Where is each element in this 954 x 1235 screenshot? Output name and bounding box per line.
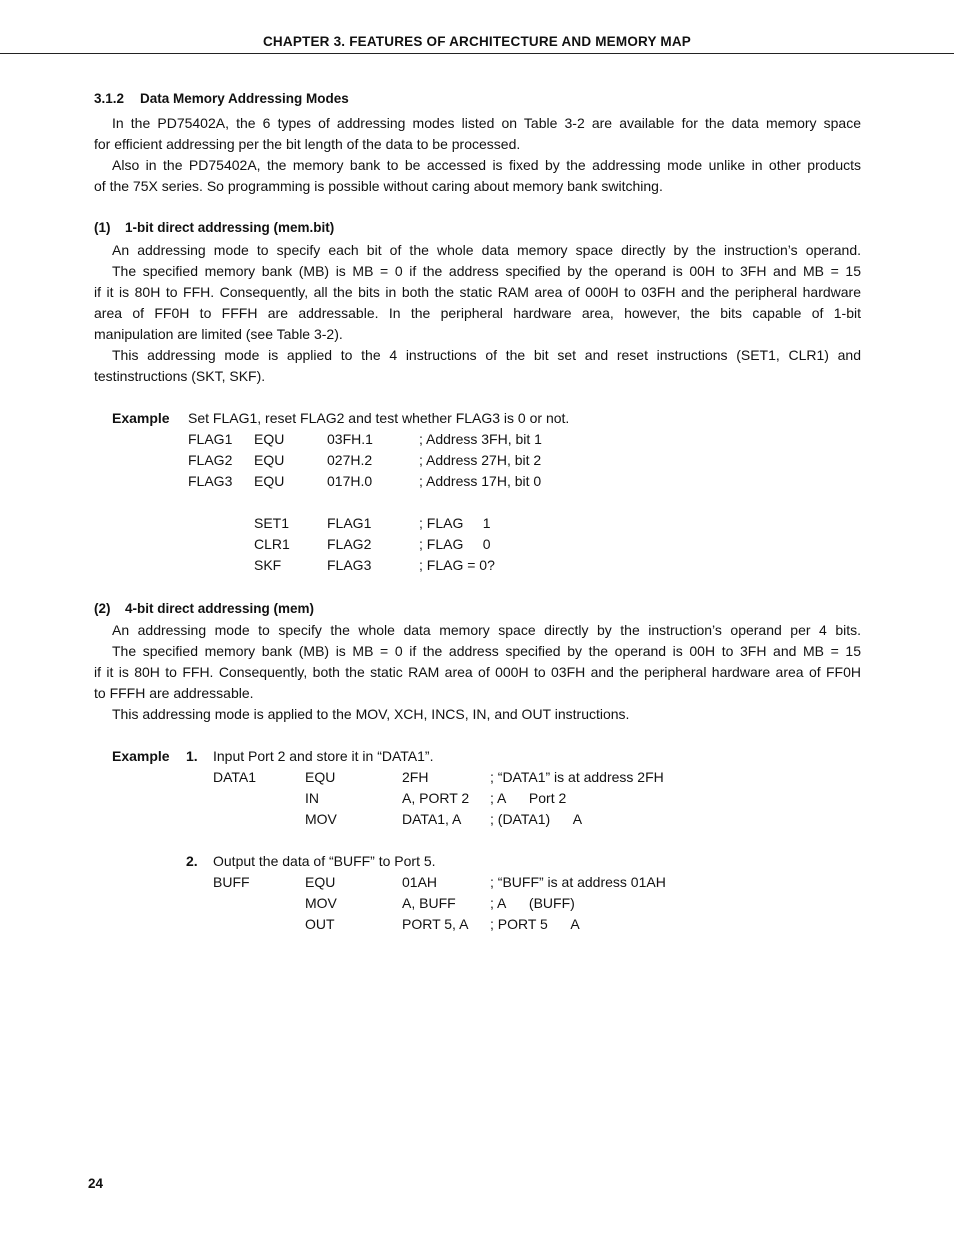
code-mnemonic: CLR1	[254, 536, 290, 552]
text-line: of the 75X series. So programming is possible without caring about memory bank switching.	[94, 178, 663, 194]
text-line: This addressing mode is applied to the 4 instructions of the bit set and reset instructions (SET1, CLR1) and	[112, 347, 861, 363]
code-comment: ; FLAG 1	[419, 515, 491, 531]
example-item-description: Input Port 2 and store it in “DATA1”.	[213, 748, 434, 764]
example-item-number: 2.	[186, 853, 198, 869]
text-line: In the PD75402A, the 6 types of addressing modes listed on Table 3-2 are available for the data memory space	[112, 115, 861, 131]
section-paragraph-2	[94, 155, 861, 197]
code-comment: ; Address 17H, bit 0	[419, 473, 542, 489]
example-label: Example	[112, 410, 170, 426]
code-operand: 01AH	[402, 874, 438, 890]
code-comment: ; A Port 2	[490, 790, 567, 806]
code-mnemonic: OUT	[305, 916, 335, 932]
code-operand: 2FH	[402, 769, 429, 785]
code-mnemonic: EQU	[254, 431, 285, 447]
section-title: Data Memory Addressing Modes	[140, 91, 349, 106]
code-label: FLAG2	[188, 452, 233, 468]
code-label: FLAG3	[188, 473, 233, 489]
text-line: An addressing mode to specify the whole data memory space directly by the instruction’s operand per 4 bits.	[112, 622, 861, 638]
code-comment: ; “BUFF” is at address 01AH	[490, 874, 666, 890]
text-line: The specified memory bank (MB) is MB = 0 if the address specified by the operand is 00H to 3FH and MB = 15	[112, 263, 861, 279]
code-operand: FLAG3	[327, 557, 372, 573]
code-operand: A, PORT 2	[402, 790, 470, 806]
text-line: to FFFH are addressable.	[94, 685, 254, 701]
code-operand: 03FH.1	[327, 431, 373, 447]
code-operand: FLAG2	[327, 536, 372, 552]
code-mnemonic: EQU	[254, 452, 285, 468]
text-line: area of FF0H to FFFH are addressable. In the peripheral hardware area, however, the bits capable of 1-bit	[94, 305, 861, 321]
code-operand: A, BUFF	[402, 895, 456, 911]
code-operand: DATA1, A	[402, 811, 462, 827]
code-mnemonic: MOV	[305, 811, 337, 827]
code-operand: FLAG1	[327, 515, 372, 531]
text-line: if it is 80H to FFH. Consequently, all the bits in both the static RAM area of 000H to 03FH and the peripheral hardware	[94, 284, 861, 300]
code-comment: ; FLAG 0	[419, 536, 491, 552]
code-mnemonic: SET1	[254, 515, 290, 531]
subsection-1-number: (1)	[94, 220, 111, 235]
text-line: for efficient addressing per the bit length of the data to be processed.	[94, 136, 521, 152]
code-comment: ; FLAG = 0?	[419, 557, 495, 573]
page-number: 24	[88, 1176, 104, 1191]
code-label: FLAG1	[188, 431, 233, 447]
code-operand: 017H.0	[327, 473, 373, 489]
sub2-paragraph-3	[94, 704, 861, 725]
section-number: 3.1.2	[94, 91, 125, 106]
code-mnemonic: MOV	[305, 895, 337, 911]
example-description: Set FLAG1, reset FLAG2 and test whether FLAG3 is 0 or not.	[188, 410, 570, 426]
code-mnemonic: SKF	[254, 557, 282, 573]
code-operand: PORT 5, A	[402, 916, 469, 932]
subsection-2-number: (2)	[94, 601, 111, 616]
example-item-description: Output the data of “BUFF” to Port 5.	[213, 853, 436, 869]
code-comment: ; Address 3FH, bit 1	[419, 431, 542, 447]
sub2-paragraph-1	[94, 620, 861, 641]
subsection-2-title: 4-bit direct addressing (mem)	[125, 601, 315, 616]
text-line: An addressing mode to specify each bit of the whole data memory space directly by the instruction’s operand.	[112, 242, 861, 258]
code-comment: ; A (BUFF)	[490, 895, 575, 911]
chapter-header: CHAPTER 3. FEATURES OF ARCHITECTURE AND MEMORY MAP	[262, 34, 691, 49]
code-comment: ; Address 27H, bit 2	[419, 452, 542, 468]
sub1-paragraph-2	[94, 261, 861, 345]
code-comment: ; PORT 5 A	[490, 916, 580, 932]
text-line: The specified memory bank (MB) is MB = 0 if the address specified by the operand is 00H to 3FH and MB = 15	[112, 643, 861, 659]
code-mnemonic: EQU	[254, 473, 285, 489]
code-comment: ; (DATA1) A	[490, 811, 583, 827]
example-label: Example	[112, 748, 170, 764]
code-mnemonic: IN	[305, 790, 319, 806]
code-comment: ; “DATA1” is at address 2FH	[490, 769, 664, 785]
code-mnemonic: EQU	[305, 769, 336, 785]
sub2-paragraph-2	[94, 641, 861, 704]
text-line: manipulation are limited (see Table 3-2).	[94, 326, 343, 342]
code-operand: 027H.2	[327, 452, 373, 468]
code-label: BUFF	[213, 874, 250, 890]
sub1-paragraph-1	[94, 240, 861, 261]
section-paragraph-1	[94, 113, 861, 155]
example-item-number: 1.	[186, 748, 198, 764]
sub1-paragraph-3	[94, 345, 861, 387]
text-line: This addressing mode is applied to the MOV, XCH, INCS, IN, and OUT instructions.	[112, 706, 630, 722]
header-rule	[0, 53, 954, 54]
text-line: if it is 80H to FFH. Consequently, both the static RAM area of 000H to 03FH and the peripheral hardware area of FF0H	[94, 664, 861, 680]
text-line: Also in the PD75402A, the memory bank to be accessed is fixed by the addressing mode unlike in other products	[112, 157, 861, 173]
code-mnemonic: EQU	[305, 874, 336, 890]
subsection-1-title: 1-bit direct addressing (mem.bit)	[125, 220, 335, 235]
code-label: DATA1	[213, 769, 257, 785]
text-line: testinstructions (SKT, SKF).	[94, 368, 266, 384]
